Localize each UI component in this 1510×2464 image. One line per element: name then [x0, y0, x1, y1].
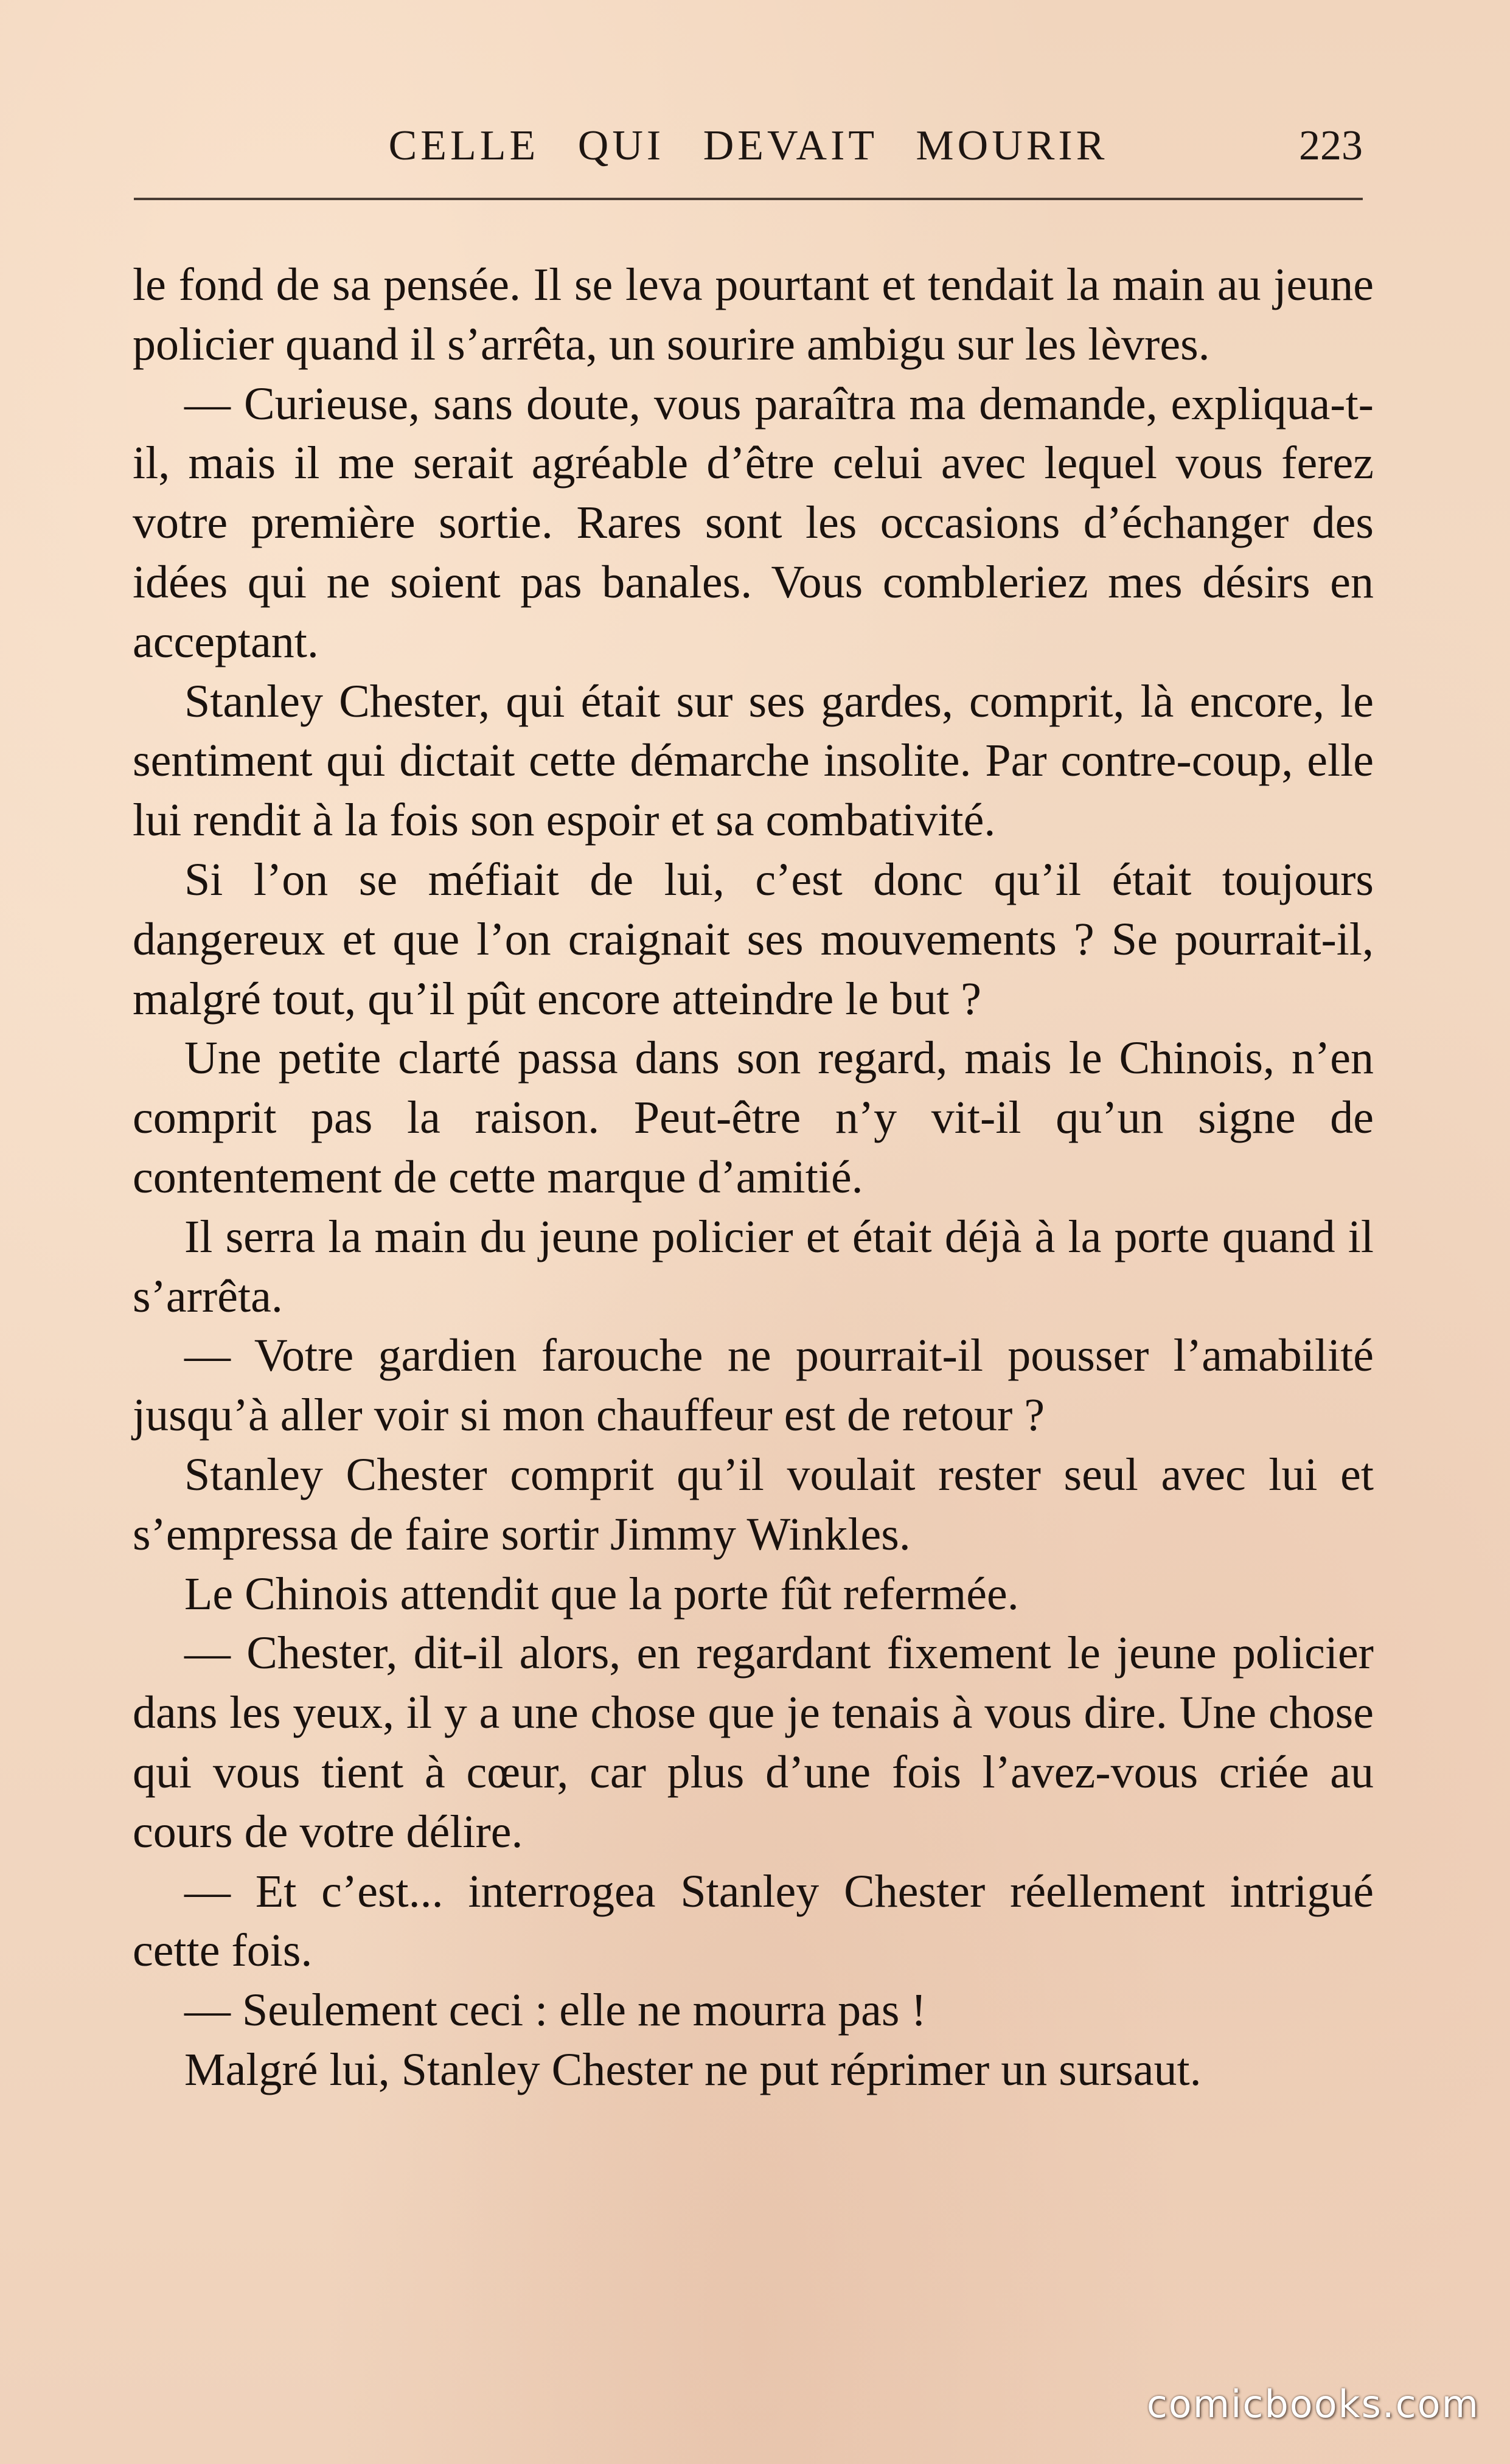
running-head	[134, 116, 1363, 176]
paragraph: Si l’on se méfiait de lui, c’est donc qu’il était toujours dangereux et que l’on craignait ses mouvements ? Se pourrait-il, malgré tout, qu’il pût encore atteindre le but ?	[133, 854, 1374, 1025]
paragraph: Le Chinois attendit que la porte fût refermée.	[184, 1568, 1019, 1620]
paragraph: Il serra la main du jeune policier et était déjà à la porte quand il s’arrêta.	[133, 1211, 1374, 1322]
paragraph: — Chester, dit-il alors, en regardant fixement le jeune policier dans les yeux, il y a une chose que je tenais à vous dire. Une chose qui vous tient à cœur, car plus d’une fois l’avez-vous criée au cours de votre délire.	[133, 1627, 1374, 1857]
paragraph: Stanley Chester, qui était sur ses gardes, comprit, là encore, le sentiment qui dictait cette démarche insolite. Par contre-coup, elle lui rendit à la fois son espoir et sa combativité.	[133, 675, 1374, 846]
paragraph: Stanley Chester comprit qu’il voulait rester seul avec lui et s’empressa de faire sortir Jimmy Winkles.	[133, 1449, 1374, 1560]
watermark: comicbooks.com	[1146, 2382, 1480, 2426]
paragraph: le fond de sa pensée. Il se leva pourtant et tendait la main au jeune policier quand il s’arrêta, un sourire ambigu sur les lèvres.	[133, 259, 1374, 370]
paragraph: — Votre gardien farouche ne pourrait-il pousser l’amabilité jusqu’à aller voir si mon chauffeur est de retour ?	[133, 1330, 1374, 1441]
paragraph: Une petite clarté passa dans son regard, mais le Chinois, n’en comprit pas la raison. Peut-être n’y vit-il qu’un signe de contentement de cette marque d’amitié.	[133, 1032, 1374, 1203]
header-rule	[134, 198, 1363, 200]
body-text	[133, 256, 1374, 2100]
paragraph: Malgré lui, Stanley Chester ne put réprimer un sursaut.	[184, 2044, 1202, 2095]
paragraph: — Et c’est... interrogea Stanley Chester réellement intrigué cette fois.	[133, 1865, 1374, 1977]
paragraph: — Seulement ceci : elle ne mourra pas !	[184, 1985, 927, 2036]
running-title: CELLE QUI DEVAIT MOURIR	[388, 122, 1108, 169]
page-number: 223	[1299, 122, 1363, 169]
paragraph: — Curieuse, sans doute, vous paraîtra ma demande, expliqua-t-il, mais il me serait agréable d’être celui avec lequel vous ferez votre première sortie. Rares sont les occasions d’échanger des idées qui ne soient pas banales. Vous combleriez mes désirs en acceptant.	[133, 378, 1374, 667]
